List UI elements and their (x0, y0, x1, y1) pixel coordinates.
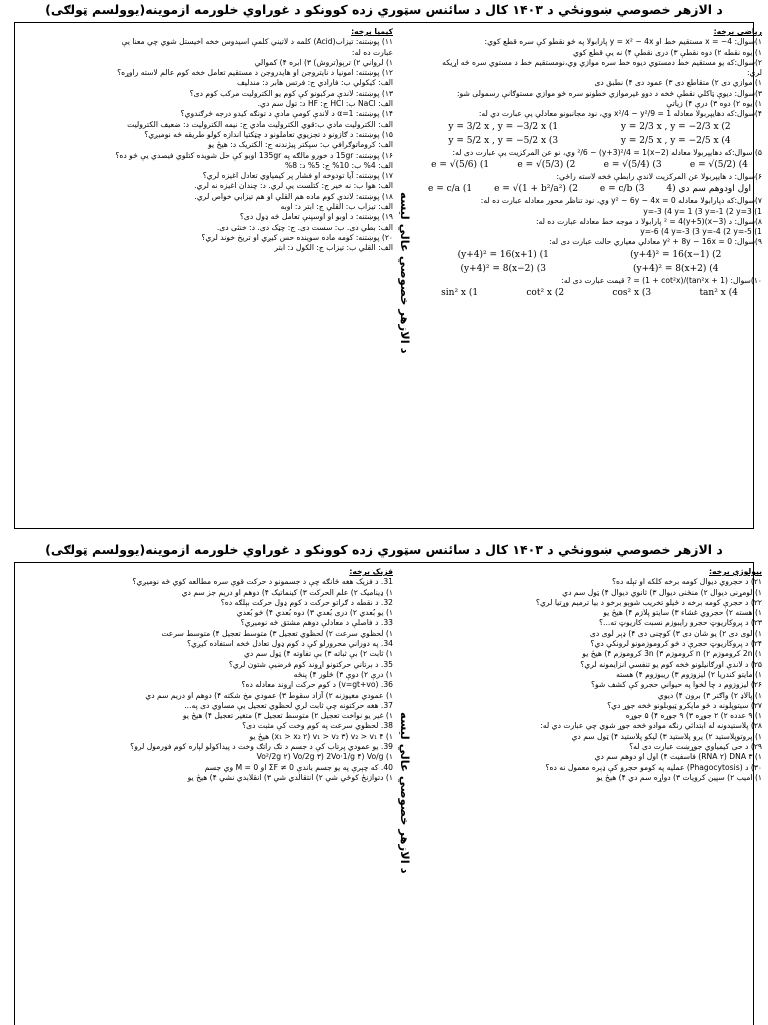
math-section (417, 27, 762, 300)
question-line: ۱) ډینامیک ۲) علم الحرکت ۳) کینماتیک ۴) دوهم او دریم جز سم دي (181, 587, 393, 597)
question-line: 31. د فزیک هغه څانګه چې د جسمونو د حرکت قوې سره مطالعه کوي څه نومیږي؟ (132, 577, 393, 587)
question-line: ۱۷) پوښتنه: آیا تودوخه او فشار پر کیمیاوي تعادل اغیزه لري؟ (202, 171, 393, 181)
answer-option: e = √(5/6) (1 (431, 159, 490, 170)
question-line: 36. (v=gt+vo) د کوم حرکت اړوند معادله ده؟ (241, 680, 393, 690)
question-line: عبارت ده له: (351, 47, 393, 57)
q9-options (417, 262, 762, 276)
question-line: ۱) امیب ۲) سپین کرویات ۳) دواړه سم دي ۴) هیڅ یو (596, 772, 762, 782)
answer-option: sin² x (1 (441, 288, 479, 299)
answer-option: y = 3/2 x , y = −3/2 x (1 (448, 121, 559, 132)
question-line: ۱۶) پوښتنه: 15gr د خورو مالګه په 135gr اوبو کې حل شویده کتلوي فیصدي یې څو ده؟ (115, 150, 393, 160)
question-line: الف: بطي دی. ب: سست دی. ج: چټک دی. د: خنثی دی. (216, 222, 393, 232)
question-line: ۶)سوال: د هایپربولا عن المرکزیت لاندې رابطې څخه لاسته راځي: (556, 171, 762, 181)
physics-title: فزیک برخه: (349, 567, 393, 576)
question-line: ۲۱) د حجروي دیوال کومه برخه کلکه او تېله ده؟ (612, 577, 762, 587)
biology-title: بیولوژي برخه: (709, 567, 762, 576)
question-line: ۱۵) پوښتنه: د ګازونو د تجزیوي تعاملونو د چټکتیا اندازه کولو طریقه څه نومیږي؟ (144, 129, 393, 139)
question-line: الف: کروماتوګرافي ب: سپکتر پیژندنه ج: الکتریک د: هیڅ یو (208, 140, 393, 150)
question-line: 33. د فاصلې د معادلې دوهم مشتق څه نومیږي؟ (240, 618, 393, 628)
question-line: 40. که چېرې په یو جسم باندې ΣF ≠ 0 او M = 0 وي جسم (204, 762, 393, 772)
question-line: ۱) یوه نقطه ۲) دوه نقطې ۳) دری نقطې ۴) نه یې قطع کوي (573, 47, 762, 57)
question-line: ۱) لومړنی دیوال ۲) منځنی دیوال ۳) ثانوي دیوال ۴) ټول سم دي (562, 587, 762, 597)
question-line: ۱) ۹ عدده ۲) ۲ جوړه ۳) ۹ جوړه ۴) ۵ جوړه (625, 711, 762, 721)
question-line: ۳۰) د (Phagocytosis) عملیه په کومو حجرو کې ډېره معمول نه ده؟ (545, 762, 762, 772)
question-line: 32. د نقطه د ګراتو حرکت د کوم ډول حرکت بېلګه ده؟ (220, 597, 393, 607)
q9-options (417, 248, 762, 262)
question-line: ۱) غیر یو نواخت تعجیل ۲) متوسط تعجیل ۳) متغیر تعجیل ۴) هیڅ یو (182, 711, 393, 721)
top-frame (14, 22, 762, 529)
question-line: ۱) 2n کروموزم ۲) n کروموزم ۳) 3n کروموزم ۴) هیڅ یو (582, 649, 762, 659)
q10-options (417, 286, 762, 300)
question-line: ۱۸) پوښتنه: لاندې کوم ماده هم القلي او هم تیزابي خواص لري. (194, 191, 393, 201)
question-line: ۲۰) پوښتنه: کومه ماده سوینده حس کیږي او تریخ خوند لري؟ (201, 232, 393, 242)
biology-section (417, 567, 762, 783)
question-line: ۲۸) پلاستیدونه له ابتدائي رنګه موادو څخه جوړ شوي چي عبارت دي له: (540, 721, 762, 731)
question-line: ۲۶) لیزوزوم د چا لخوا په حیواني حجرو کې کشف شو؟ (590, 680, 762, 690)
question-line: 38. لحظوي سرعت په کوم وخت کې مثبت دی؟ (242, 721, 393, 731)
answer-option: (y+4)² = 8(x−2) (3 (460, 263, 546, 274)
answer-option: e = c/a (1 (428, 184, 473, 195)
question-line: ۱) لرواني ۲) ترېو(تروش) ۳) ابره ۴) کموالي (254, 57, 393, 67)
question-line: ۱) موازي دی ۲) متقاطع دی ۳) عمود دی ۴) نطبق دی (594, 78, 762, 88)
q4-options (417, 134, 762, 148)
question-line: ۷)سوال:که دپارابولا معادله y² − 6y − 4x = 0 وي، نود تناظر محور معادله عبارت ده له: (480, 196, 762, 206)
bottom-frame (14, 562, 762, 1025)
top-side-label: د الازهر خصوصي عالي لیسه (398, 192, 412, 354)
question-line: الف: 4% ب: 10% ج: 5% د: 8% (285, 160, 393, 170)
question-line: الف: کیکولي ب: فارادي ج: فرتس هابر د: مندلیف (236, 78, 393, 88)
question-line: ۳)سوال: دیوې ټاکلي نقطې څخه د دوو غیرموازي خطونو سره څو موازي مستوګانې رسمولی شو: (456, 88, 762, 98)
question-line: 35. د برتاني حرکتونو اړوند کوم فرضیې شتون لري؟ (228, 659, 393, 669)
answer-option: e = √(5/4) (3 (603, 159, 662, 170)
question-line: لري: (746, 68, 762, 78)
chemistry-section (19, 27, 393, 254)
chemistry-title: کیمیا برخه: (351, 27, 393, 36)
question-line: y=-6 (4 y=-3 (3 y=-4 (2 y=-5 (1 (640, 227, 762, 237)
answer-option: 4) اول اودوهم سم دي (666, 184, 752, 195)
answer-option: cos² x (3 (612, 288, 652, 299)
physics-section (19, 567, 393, 783)
question-line: ۲)سوال:که یو مستقیم خط دمستوي دیوه خط سره موازي وي،نومستقیم خط د مستوي سره څه اړیکه (442, 57, 762, 67)
question-line: ۱) درې ۲) دوې ۳) څلور ۴) پنځه (293, 669, 393, 679)
top-header: د الازهر خصوصي ښوونځي د ۱۴۰۳ کال د سائنس سټوري زده کوونکو د غوراوي خلورمه ازموینه(یوولسم ټولګی) (45, 2, 723, 17)
question-line: ۱۳) پوښتنه: لاندې مرکبونو کې کوم یو الکترولیت مرکب کوم دی؟ (189, 88, 393, 98)
answer-option: e = √(5/3) (2 (517, 159, 576, 170)
question-line: ۱) Vo²/2g ۲) Vo/2g ۳) 2Vo·1/g ۴) Vo/g (256, 752, 393, 762)
question-line: ۱) لوی دی ۲) یو شان دی ۳) کوچنی دی ۴) ډېر لوی دی (589, 628, 762, 638)
question-line: 37. هغه حرکتونه چې ثابت لري لحظوي تعجیل یې مساوي دی په... (184, 700, 393, 710)
question-line: الف: هوا ب: نه خیر ج: کتلست یې لري. د: چندان اغیزه نه لري. (194, 181, 393, 191)
question-line: الف: القلي ب: تیزاب ج: الکول د: ابتر (274, 243, 393, 253)
question-line: ۱۲) پوښتنه: امونیا د نایتروجن او هایدروجن د مستقیم تعامل خخه کوم عالم لاسته راوړه؟ (117, 68, 393, 78)
question-line: 39. یو عمودي پرتاب کې د جسم د تګ راتګ وخت د پیداکولو لپاره کوم فورمول لرو؟ (130, 742, 393, 752)
bottom-sheet (0, 540, 768, 1024)
bottom-header: د الازهر خصوصي ښوونځي د ۱۴۰۳ کال د سائنس سټوري زده کوونکو د غوراوي خلورمه ازموینه(یوولسم ټولګی) (45, 542, 723, 557)
question-line: ۲۷) سیتوپلونه د څو مایکرو ټیوبلونو څخه جوړ دي؟ (607, 700, 762, 710)
question-line: ۱۴) پوښتنه: α=1 د لاندې کومې مادې د تونګه کیدو درجه څرګندوي؟ (180, 109, 393, 119)
q4-options (417, 120, 762, 134)
answer-option: (y+4)² = 8(x+2) (4 (633, 263, 719, 274)
question-line: الف: الکترولیت مادي ب:قوي الکترولیت مادي ج: نیمه الکترولیت د: ضعیف الکترولیت (127, 119, 393, 129)
question-line: ۱) دتوازنځ کوځي شي ۲) انتقالدي شي ۳) انقلابدي نشي ۴) هیڅ یو (187, 772, 393, 782)
q5-options (417, 158, 762, 172)
question-line: 34. په دوراني محرورلو کې د کوم ډول تعادل څخه استفاده کیږي؟ (187, 639, 393, 649)
question-line: ۱۱) پوښتنه: تیزاب(Acid) کلمه د لاتیني کلمې اسیدوس خخه اخیستل شوي چي معنا یې (121, 37, 393, 47)
question-line: ۲۲) د حجرې کومه برخه د ځیلو تخریب شوېو برخو د بیا ترمیم وړتیا لري؟ (535, 597, 762, 607)
answer-option: y = 2/5 x , y = −2/5 x (4 (620, 135, 731, 146)
question-line: ۲۵) د لاندې اورګانیلونو څخه کوم یو تنفسي انزایمونه لري؟ (580, 659, 762, 669)
question-line: y=-3 (4 y= 1 (3 y=-1 (2 y=3 (1 (643, 206, 762, 216)
answer-option: tan² x (4 (699, 288, 738, 299)
question-line: ۱)سوال: x = −4 مستقیم خط او y = x² − 4x پارابولا په څو نقطو کې سره قطع کوي: (484, 37, 762, 47)
question-line: الف: NaCl ب: HCl ج: HF د: تول سم دي. (257, 99, 393, 109)
bottom-side-label: د الازهر خصوصي عالي لیسه (398, 712, 412, 874)
answer-option: e = c/b (3 (599, 184, 645, 195)
answer-option: (y+4)² = 16(x+1) (1 (457, 249, 549, 260)
math-title: ریاضی برخه: (713, 27, 762, 36)
question-line: ۱) پروتوپلاستید ۲) یرو پلاستید ۳) لیکو پلاستید ۴) ټول سم دي (571, 731, 762, 741)
answer-option: y = 2/3 x , y = −2/3 x (2 (620, 121, 731, 132)
question-line: ۱) لحظوي سرعت ۲) لحظوي تعجیل ۳) متوسط تعجیل ۴) متوسط سرعت (161, 628, 393, 638)
answer-option: cot² x (2 (526, 288, 565, 299)
answer-option: y = 5/2 x , y = −5/2 x (3 (448, 135, 559, 146)
question-line: ۴)سوال:که دهایپربولا معادله x²/4 − y²/9 = 1 وي، نود مجانبونو معادلي یې عبارت دي له: (478, 109, 762, 119)
question-line: ۲۳) د پروکاریوټ حجرو رایبوزم نسبت کاریوټ ته...؟ (599, 618, 762, 628)
question-line: ۲۹) د حی کیمیاوي جوړښت عبارت دی له؟ (629, 742, 762, 752)
question-line: ۱) مایتو کندریا ۲) لیزوزوم ۳) ریبوزوم ۴) هسته (616, 669, 762, 679)
question-line: ۱۰)سوال: (1 + tan²x)/(1 + cot²x) = ? قیمت عبارت دی له: (561, 275, 762, 285)
question-line: ۸)سوال: د (x−3)² = 4(y+5) پارابولا د موجه خط معادله عبارت ده له: (535, 216, 762, 226)
question-line: ۱) عمودي مغیوزنه ۲) آزاد سقوط ۳) عمودي مخ شکته ۴) دوهم او دریم سم دي (145, 690, 393, 700)
question-line: ۱) x₁ > x₂ ۲) v₁ > v₂ ۳) v₂ > v₁ ۴) هیڅ یو (249, 731, 393, 741)
question-line: الف: تیزاب ب: القلي ج: ابتر د: اوبه (280, 202, 393, 212)
question-line: ۱) ثابت ۲) بې ثباته ۳) بې تفاوته ۴) ټول سم دي (243, 649, 393, 659)
answer-option: (y+4)² = 16(x−1) (2 (630, 249, 722, 260)
question-line: ۱) RNA ۲) DNA ۳) فاسفیت ۴) اول او دوهم سم دي (594, 752, 762, 762)
question-line: ۱۹) پوښتنه: د اوبو او اوسپنې تعامل څه ډول دی؟ (239, 212, 393, 222)
question-line: ۱) یوه ۲) دوه ۳) درې ۴) زیاتې (666, 99, 762, 109)
q6-options (417, 182, 762, 196)
question-line: ۱) پالاډ ۲) واګنر ۳) برون ۴) ديوي (657, 690, 762, 700)
answer-option: e = √(5/2) (4 (689, 159, 748, 170)
question-line: ۱) یو بُعدي ۲) دری بُعدي ۳) دوه بُعدي ۴) څو بُعدي (236, 608, 393, 618)
question-line: ۵) سوال:که دهایپربولا معادله (x−2)²/6 − (y+3)²/4 = 1 وي، نو عن المرکزیت یې عبارت دی له: (452, 147, 762, 157)
question-line: ۲۴) د پروکاریوټ حجرې د څو کروموزمونو لرونکي دي؟ (590, 639, 762, 649)
question-line: ۱) هسته ۲) حجروي غشاء ۳) سایتو پلازم ۴) هیڅ یو (603, 608, 762, 618)
answer-option: e = √(1 + b²/a²) (2 (494, 184, 578, 195)
question-line: ۹)سوال: y² + 8y − 16x = 0 معادلي معیاري حالت عبارت دی له: (549, 237, 762, 247)
